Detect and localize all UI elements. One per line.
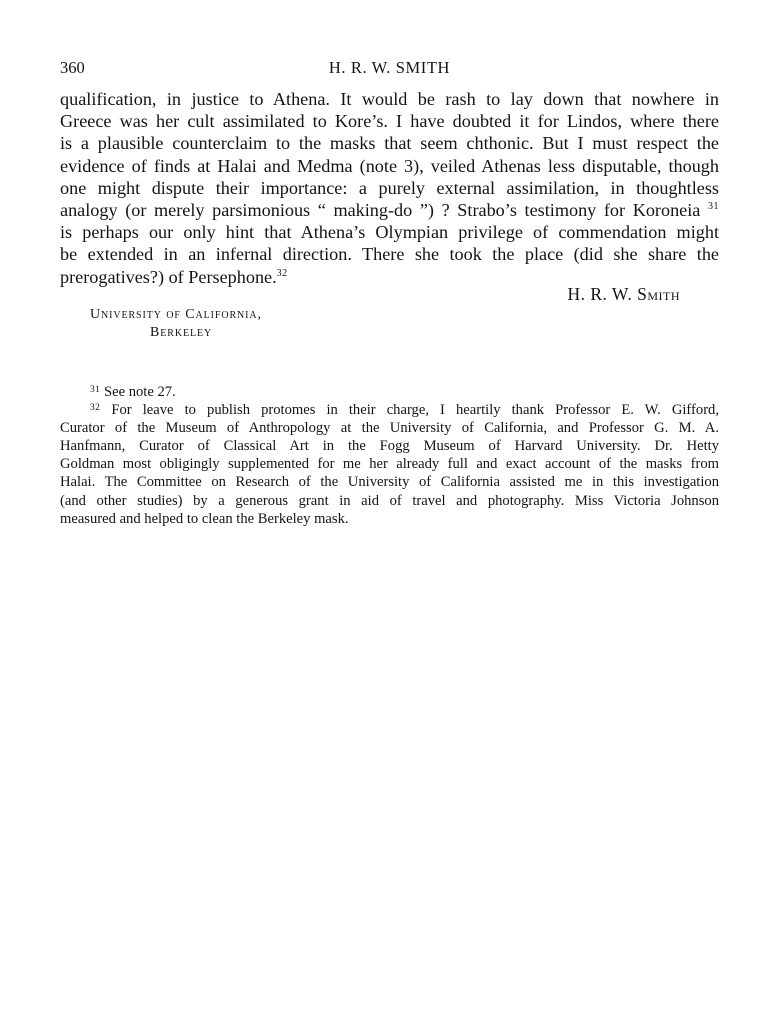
body-paragraph — [60, 88, 719, 288]
footnote-line: Halai. The Committee on Research of the University of California assisted me in this investigation — [60, 474, 719, 491]
affiliation-campus: Berkeley — [150, 325, 213, 340]
footnotes — [60, 383, 719, 528]
footnote-31 — [60, 383, 719, 401]
body-line: is a plausible counterclaim to the masks that seem chthonic. But I must respect the — [60, 133, 719, 154]
footnote-line: (and other studies) by a generous grant in aid of travel and photography. Miss Victoria Johnson — [60, 492, 719, 509]
body-line: be extended in an infernal direction. There she took the place (did she share the — [60, 244, 719, 265]
footnote-mark: 31 — [90, 385, 101, 395]
running-head — [60, 56, 719, 80]
footnote-mark: 32 — [90, 403, 101, 414]
body-line: evidence of finds at Halai and Medma (note 3), veiled Athenas less disputable, though — [60, 155, 719, 176]
author-affiliation — [90, 306, 262, 342]
body-line: is perhaps our only hint that Athena’s Olympian privilege of commendation might — [60, 222, 719, 243]
body-line: qualification, in justice to Athena. It would be rash to lay down that nowhere in — [60, 89, 719, 109]
page-number: 360 — [60, 58, 85, 77]
body-line-with-footnote — [60, 199, 719, 221]
footnote-ref-32: 32 — [276, 267, 288, 279]
running-title: H. R. W. SMITH — [328, 58, 451, 77]
footnote-text: For leave to publish protomes in their charge, I heartily thank Professor E. W. Gifford, — [111, 402, 719, 419]
footnote-line: Curator of the Museum of Anthropology at the University of California, and Professor G. M. A. — [60, 420, 719, 437]
body-line: Greece was her cult assimilated to Kore’s. I have doubted it for Lindos, where there — [60, 111, 719, 132]
author-signature: H. R. W. Smith — [567, 284, 680, 304]
footnote-line: Goldman most obligingly supplemented for me her already full and exact account of the masks from — [60, 456, 719, 473]
body-line: one might dispute their importance: a purely external assimilation, in thoughtless — [60, 177, 719, 198]
body-line-text: prerogatives?) of Persephone. — [60, 266, 277, 287]
footnote-text: See note 27. — [103, 384, 176, 400]
footnote-line: measured and helped to clean the Berkeley mask. — [60, 510, 349, 527]
footnote-line: Hanfmann, Curator of Classical Art in the Fogg Museum of Harvard University. Dr. Hetty — [60, 438, 719, 455]
affiliation-university: University of California, — [90, 307, 262, 322]
footnote-ref-31: 31 — [708, 200, 719, 212]
footnote-32 — [60, 401, 719, 419]
body-line-text: analogy (or merely parsimonious “ making-do ”) ? Strabo’s testimony for Koroneia — [60, 199, 701, 220]
